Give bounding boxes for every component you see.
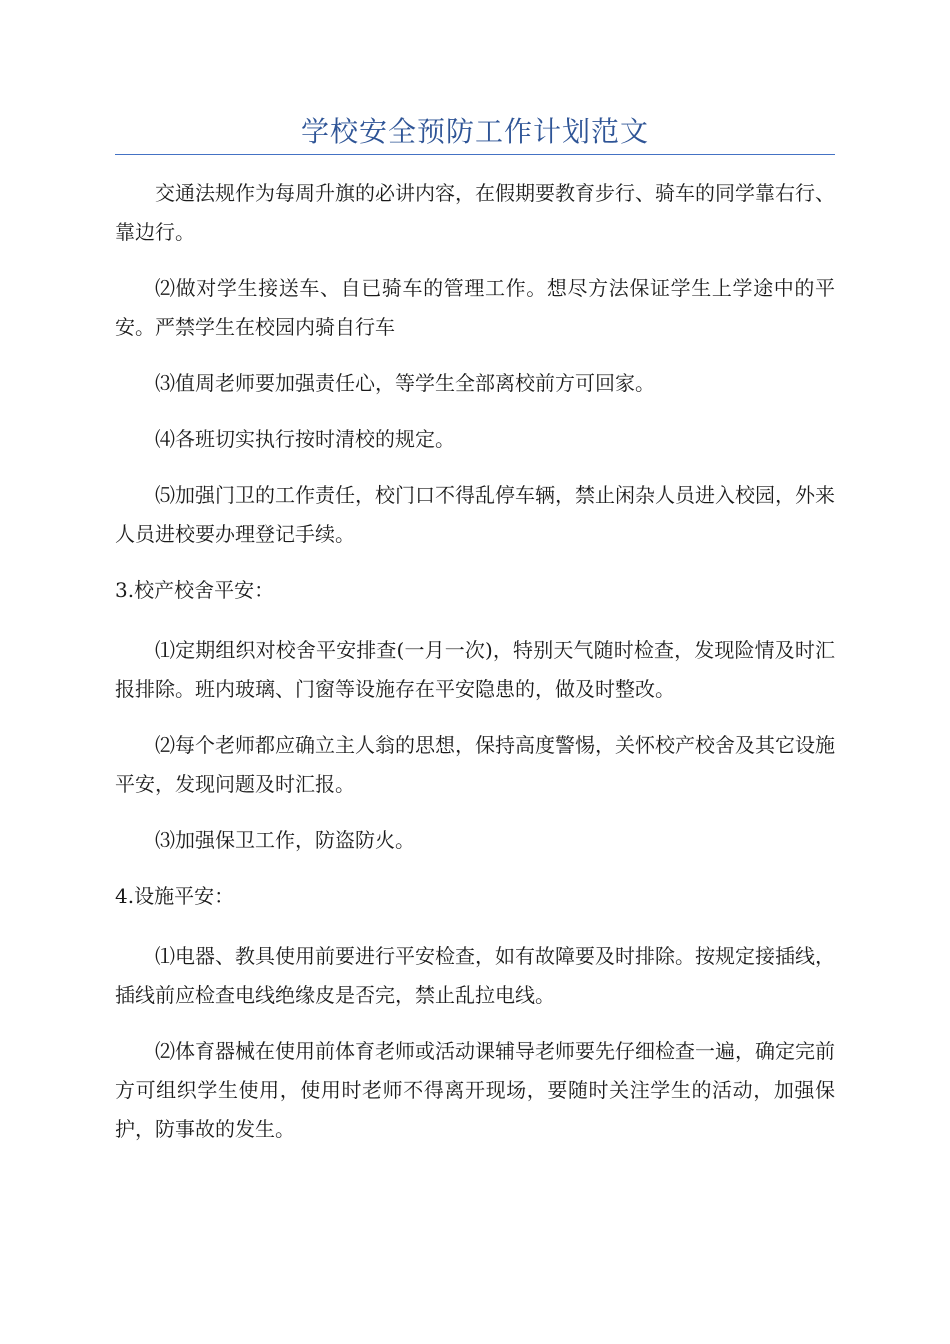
paragraph-item-2: ⑵做对学生接送车、自已骑车的管理工作。想尽方法保证学生上学途中的平安。严禁学生在校园内骑自行车 bbox=[115, 276, 835, 339]
paragraph-section3-item-3: ⑶加强保卫工作，防盗防火。 bbox=[155, 828, 415, 852]
paragraph-section3-item-2: ⑵每个老师都应确立主人翁的思想，保持高度警惕，关怀校产校舍及其它设施平安，发现问题及时汇报。 bbox=[115, 733, 835, 796]
paragraph-section4-item-2: ⑵体育器械在使用前体育老师或活动课辅导老师要先仔细检查一遍，确定完前方可组织学生使用，使用时老师不得离开现场，要随时关注学生的活动，加强保护，防事故的发生。 bbox=[115, 1039, 835, 1141]
document-title: 学校安全预防工作计划范文 bbox=[300, 115, 649, 148]
paragraph-item-3: ⑶值周老师要加强责任心，等学生全部离校前方可回家。 bbox=[155, 371, 655, 395]
title-underline bbox=[115, 154, 835, 155]
paragraph-traffic-rules: 交通法规作为每周升旗的必讲内容，在假期要教育步行、骑车的同学靠右行、靠边行。 bbox=[115, 181, 835, 244]
section-heading-4: 4.设施平安： bbox=[115, 884, 235, 908]
paragraph-item-5: ⑸加强门卫的工作责任，校门口不得乱停车辆，禁止闲杂人员进入校园，外来人员进校要办理登记手续。 bbox=[115, 483, 835, 546]
section-heading-3: 3.校产校舍平安： bbox=[115, 578, 275, 602]
paragraph-section3-item-1: ⑴定期组织对校舍平安排查(一月一次)，特别天气随时检查，发现险情及时汇报排除。班内玻璃、门窗等设施存在平安隐患的，做及时整改。 bbox=[115, 638, 835, 701]
paragraph-item-4: ⑷各班切实执行按时清校的规定。 bbox=[155, 427, 455, 451]
paragraph-section4-item-1: ⑴电器、教具使用前要进行平安检查，如有故障要及时排除。按规定接插线，插线前应检查电线绝缘皮是否完，禁止乱拉电线。 bbox=[115, 944, 835, 1007]
document-body bbox=[115, 174, 835, 1166]
